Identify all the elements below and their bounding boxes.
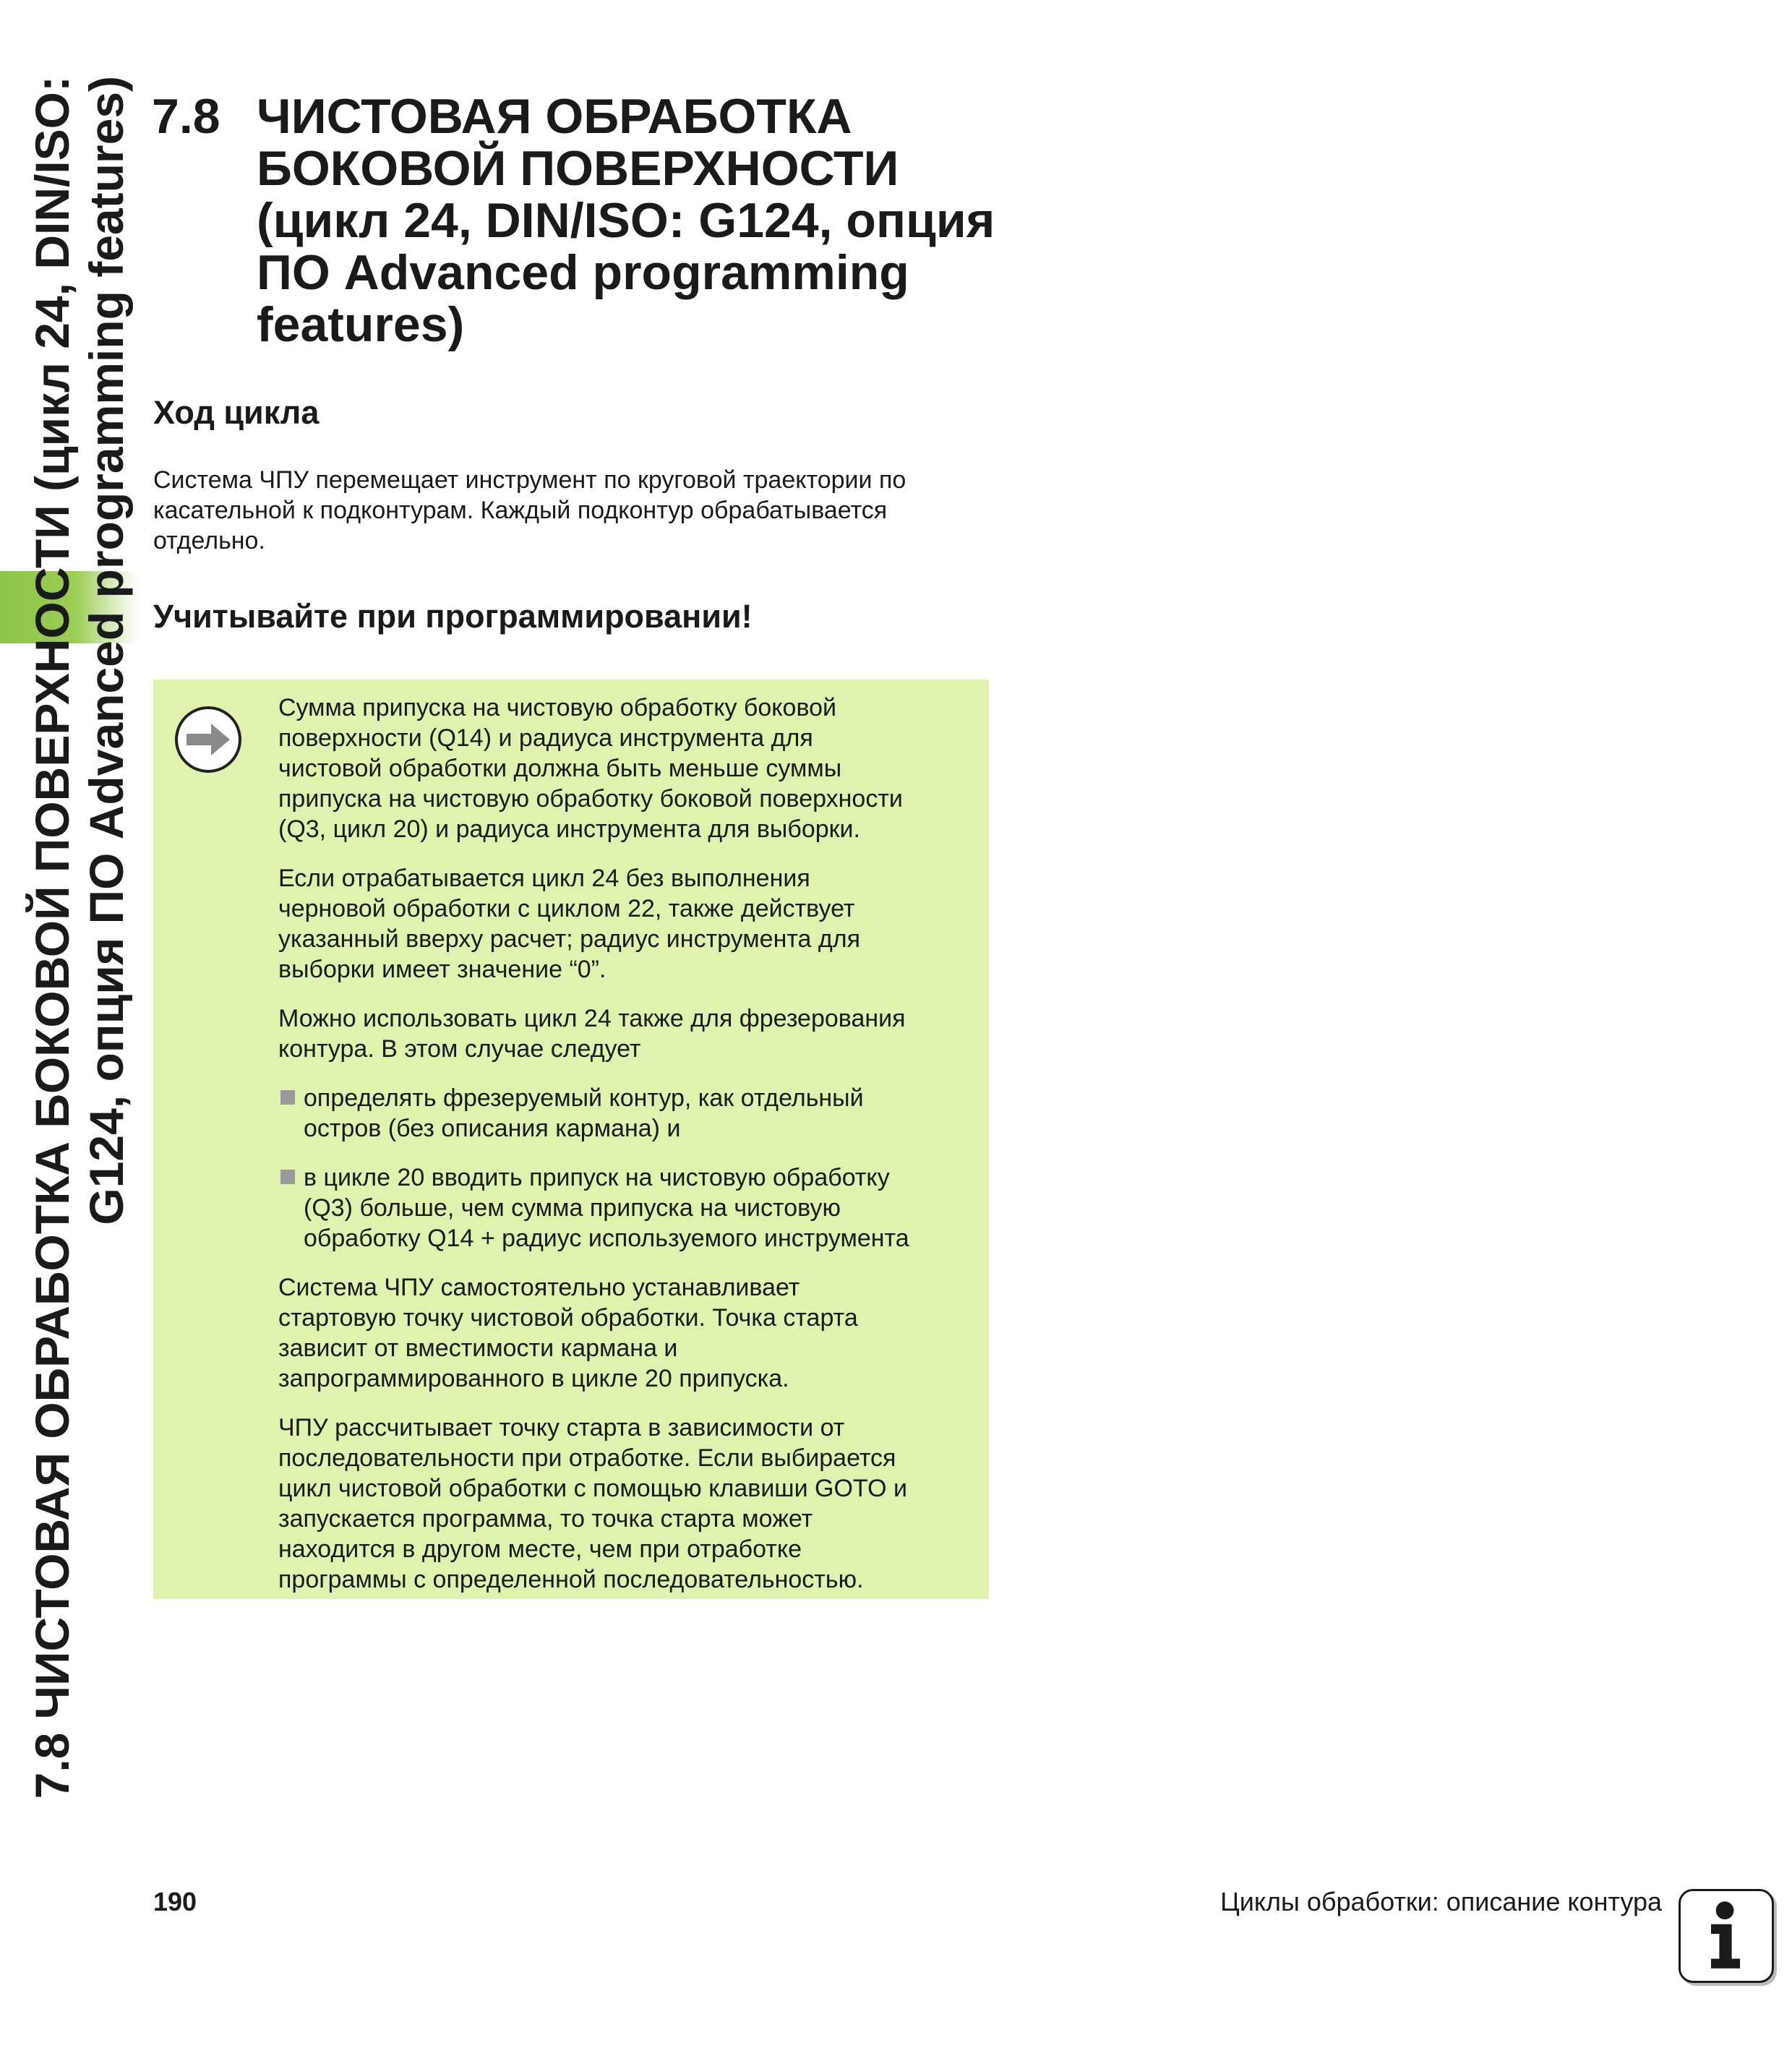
page-number: 190	[153, 1887, 197, 1916]
side-title-line-1: 7.8 ЧИСТОВАЯ ОБРАБОТКА БОКОВОЙ ПОВЕРХНОСТИ (цикл 24, DIN/ISO:	[25, 76, 79, 1799]
text-line: (Q3) больше, чем сумма припуска на чистовую	[304, 1194, 841, 1222]
text-line: ЧПУ рассчитывает точку старта в зависимости от	[278, 1414, 845, 1441]
title-line: БОКОВОЙ ПОВЕРХНОСТИ	[257, 141, 899, 196]
bullet-item	[278, 1162, 979, 1254]
arrow-right-icon	[173, 705, 243, 774]
note-paragraph	[278, 1413, 979, 1595]
text-line: указанный вверху расчет; радиус инструмента для	[278, 925, 860, 953]
cycle-description	[153, 465, 1013, 556]
bullet-square-icon	[280, 1170, 295, 1184]
text-line: поверхности (Q14) и радиуса инструмента для	[278, 724, 813, 752]
text-line: черновой обработки с циклом 22, также действует	[278, 895, 855, 922]
bullet-square-icon	[280, 1090, 295, 1105]
page-title	[152, 90, 1055, 351]
info-glyph-icon	[1681, 1891, 1772, 1981]
text-line: обработку Q14 + радиус используемого инструмента	[304, 1225, 909, 1252]
text-line: определять фрезеруемый контур, как отдельный	[304, 1084, 864, 1112]
info-icon[interactable]	[1679, 1889, 1774, 1983]
text-line: последовательности при отработке. Если выбирается	[278, 1444, 896, 1472]
text-line: зависит от вместимости кармана и	[278, 1334, 678, 1362]
title-line: (цикл 24, DIN/ISO: G124, опция	[257, 193, 995, 248]
text-line: программы с определенной последовательностью.	[278, 1566, 864, 1593]
title-line: features)	[257, 297, 465, 352]
side-running-title	[25, 76, 134, 1861]
text-line: в цикле 20 вводить припуск на чистовую обработку	[304, 1164, 890, 1191]
text-line: (Q3, цикл 20) и радиуса инструмента для выборки.	[278, 815, 860, 843]
note-paragraph	[278, 863, 979, 985]
text-line: Если отрабатывается цикл 24 без выполнения	[278, 865, 810, 892]
text-line: Система ЧПУ перемещает инструмент по круговой траектории по	[153, 466, 906, 494]
text-line: запускается программа, то точка старта может	[278, 1505, 813, 1533]
text-line: остров (без описания кармана) и	[304, 1115, 681, 1142]
text-line: Можно использовать цикл 24 также для фрезерования	[278, 1005, 906, 1032]
text-line: Система ЧПУ самостоятельно устанавливает	[278, 1274, 800, 1301]
text-line: чистовой обработки должна быть меньше суммы	[278, 755, 842, 782]
text-line: контура. В этом случае следует	[278, 1035, 641, 1063]
note-paragraph	[278, 693, 979, 844]
title-line: ПО Advanced programming	[257, 245, 909, 300]
section-number: 7.8	[152, 89, 220, 144]
note-content	[278, 693, 979, 1614]
text-line: находится в другом месте, чем при отработке	[278, 1535, 802, 1563]
text-line: запрограммированного в цикле 20 припуска.	[278, 1365, 789, 1392]
title-line: ЧИСТОВАЯ ОБРАБОТКА	[257, 89, 852, 144]
bullet-item	[278, 1083, 979, 1144]
text-line: стартовую точку чистовой обработки. Точка старта	[278, 1304, 858, 1332]
subheading-cycle-run: Ход цикла	[153, 394, 320, 431]
text-line: цикл чистовой обработки с помощью клавиши GOTO и	[278, 1475, 907, 1502]
text-line: выборки имеет значение “0”.	[278, 956, 606, 983]
text-line: припуска на чистовую обработку боковой поверхности	[278, 785, 903, 813]
note-paragraph	[278, 1272, 979, 1394]
text-line: Сумма припуска на чистовую обработку боковой	[278, 694, 837, 721]
note-paragraph	[278, 1003, 979, 1064]
footer-chapter-title: Циклы обработки: описание контура	[1220, 1887, 1662, 1916]
text-line: отдельно.	[153, 527, 265, 554]
side-title-line-2: G124, опция ПО Advanced programming features)	[80, 76, 133, 1225]
subheading-programming-notes: Учитывайте при программировании!	[153, 598, 753, 635]
text-line: касательной к подконтурам. Каждый подконтур обрабатывается	[153, 497, 888, 524]
